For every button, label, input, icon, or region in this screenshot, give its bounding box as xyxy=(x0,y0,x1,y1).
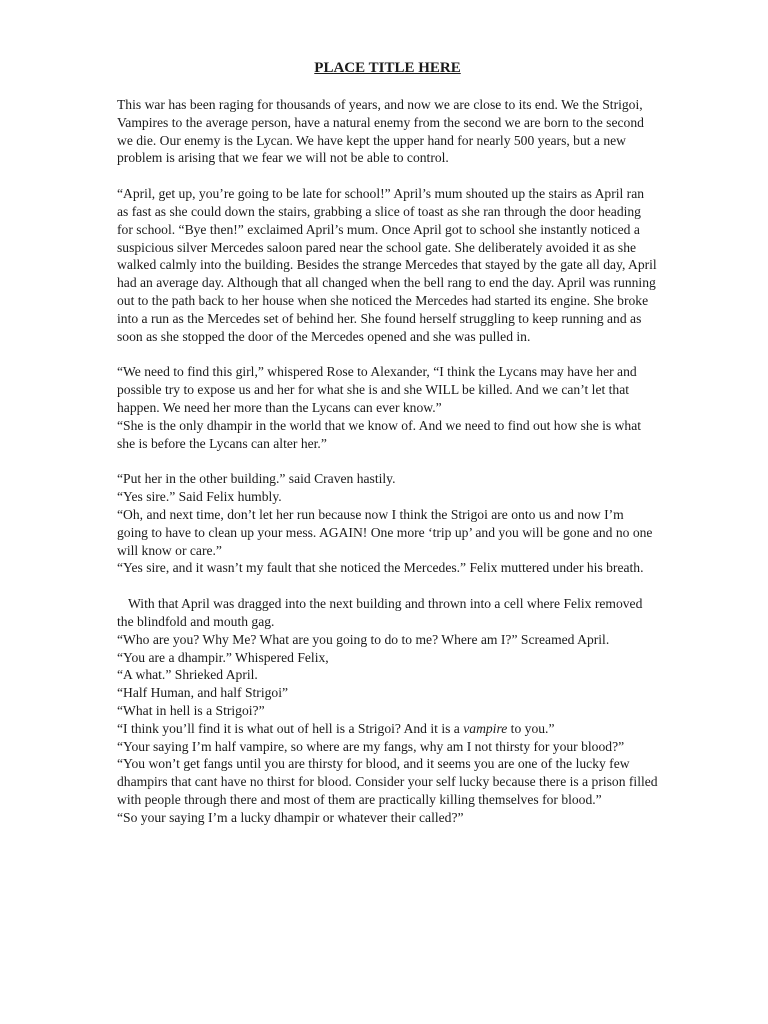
text-line: “We need to find this girl,” whispered Rose to Alexander, “I think the Lycans may have her and possible try to expose us and her for what she is and she WILL be killed. And we can’t let that happen. We need her more than the Lycans can ever know.” xyxy=(117,364,637,415)
paragraph-craven-felix xyxy=(117,470,658,577)
text-line: This war has been raging for thousands of years, and now we are close to its end. We the Strigoi, Vampires to the average person, have a natural enemy from the second we are born to the second we die. Our enemy is the Lycan. We have kept the upper hand for nearly 500 years, but a new problem is arising that we fear we will not be able to control. xyxy=(117,97,644,166)
document-title: PLACE TITLE HERE xyxy=(314,60,461,76)
text-line-vampire xyxy=(117,720,658,738)
text-segment: “I think you’ll find it is what out of hell is a Strigoi? And it is a xyxy=(117,720,464,736)
text-line: “Oh, and next time, don’t let her run because now I think the Strigoi are onto us and now I’m going to have to clean up your mess. AGAIN! One more ‘trip up’ and you will be gone and no one will know or care.” xyxy=(117,506,653,558)
paragraph-rose-alexander xyxy=(117,363,658,452)
paragraph-cell-dialogue xyxy=(117,595,658,826)
text-line: “Half Human, and half Strigoi” xyxy=(117,685,289,701)
text-segment: to you.” xyxy=(507,720,555,736)
text-line: “April, get up, you’re going to be late for school!” April’s mum shouted up the stairs as April ran as fast as she could down the stairs, grabbing a slice of toast as she ran through the door heading for school. “Bye then!” exclaimed April’s mum. Once April got to school she instantly noticed a suspicious silver Mercedes saloon pared near the school gate. She deliberately avoided it as she walked calmly into the building. Besides the strange Mercedes that stayed by the gate all day, April had an average day. Although that all changed when the bell rang to end the day. April was running out to the path back to her house when she noticed the Mercedes had started its engine. She broke into a run as the Mercedes set of behind her. She found herself struggling to keep running and as soon as she stopped the door of the Mercedes opened and she was pulled in. xyxy=(117,186,657,344)
text-line: “Yes sire.” Said Felix humbly. xyxy=(117,489,282,505)
text-line: “You are a dhampir.” Whispered Felix, xyxy=(117,649,329,665)
paragraph-april-school xyxy=(117,185,658,345)
text-line: “So your saying I’m a lucky dhampir or whatever their called?” xyxy=(117,809,464,825)
text-line: “What in hell is a Strigoi?” xyxy=(117,702,265,718)
emphasized-word: vampire xyxy=(463,720,508,736)
text-line: “Your saying I’m half vampire, so where are my fangs, why am I not thirsty for your blood?” xyxy=(117,738,625,754)
text-line: “You won’t get fangs until you are thirsty for blood, and it seems you are one of the lucky few dhampirs that cant have no thirst for blood. Consider your self lucky because there is a prison filled with people through there and most of them are practically killing themselves for blood.” xyxy=(117,756,658,807)
text-line: With that April was dragged into the next building and thrown into a cell where Felix removed the blindfold and mouth gag. xyxy=(117,596,643,629)
text-line: “A what.” Shrieked April. xyxy=(117,667,258,683)
text-line: “Who are you? Why Me? What are you going to do to me? Where am I?” Screamed April. xyxy=(117,631,610,647)
text-line: “She is the only dhampir in the world that we know of. And we need to find out how she is what she is before the Lycans can alter her.” xyxy=(117,417,642,451)
paragraph-prologue xyxy=(117,96,658,167)
text-line: “Yes sire, and it wasn’t my fault that she noticed the Mercedes.” Felix muttered under his breath. xyxy=(117,560,644,576)
text-line: “Put her in the other building.” said Craven hastily. xyxy=(117,471,396,487)
